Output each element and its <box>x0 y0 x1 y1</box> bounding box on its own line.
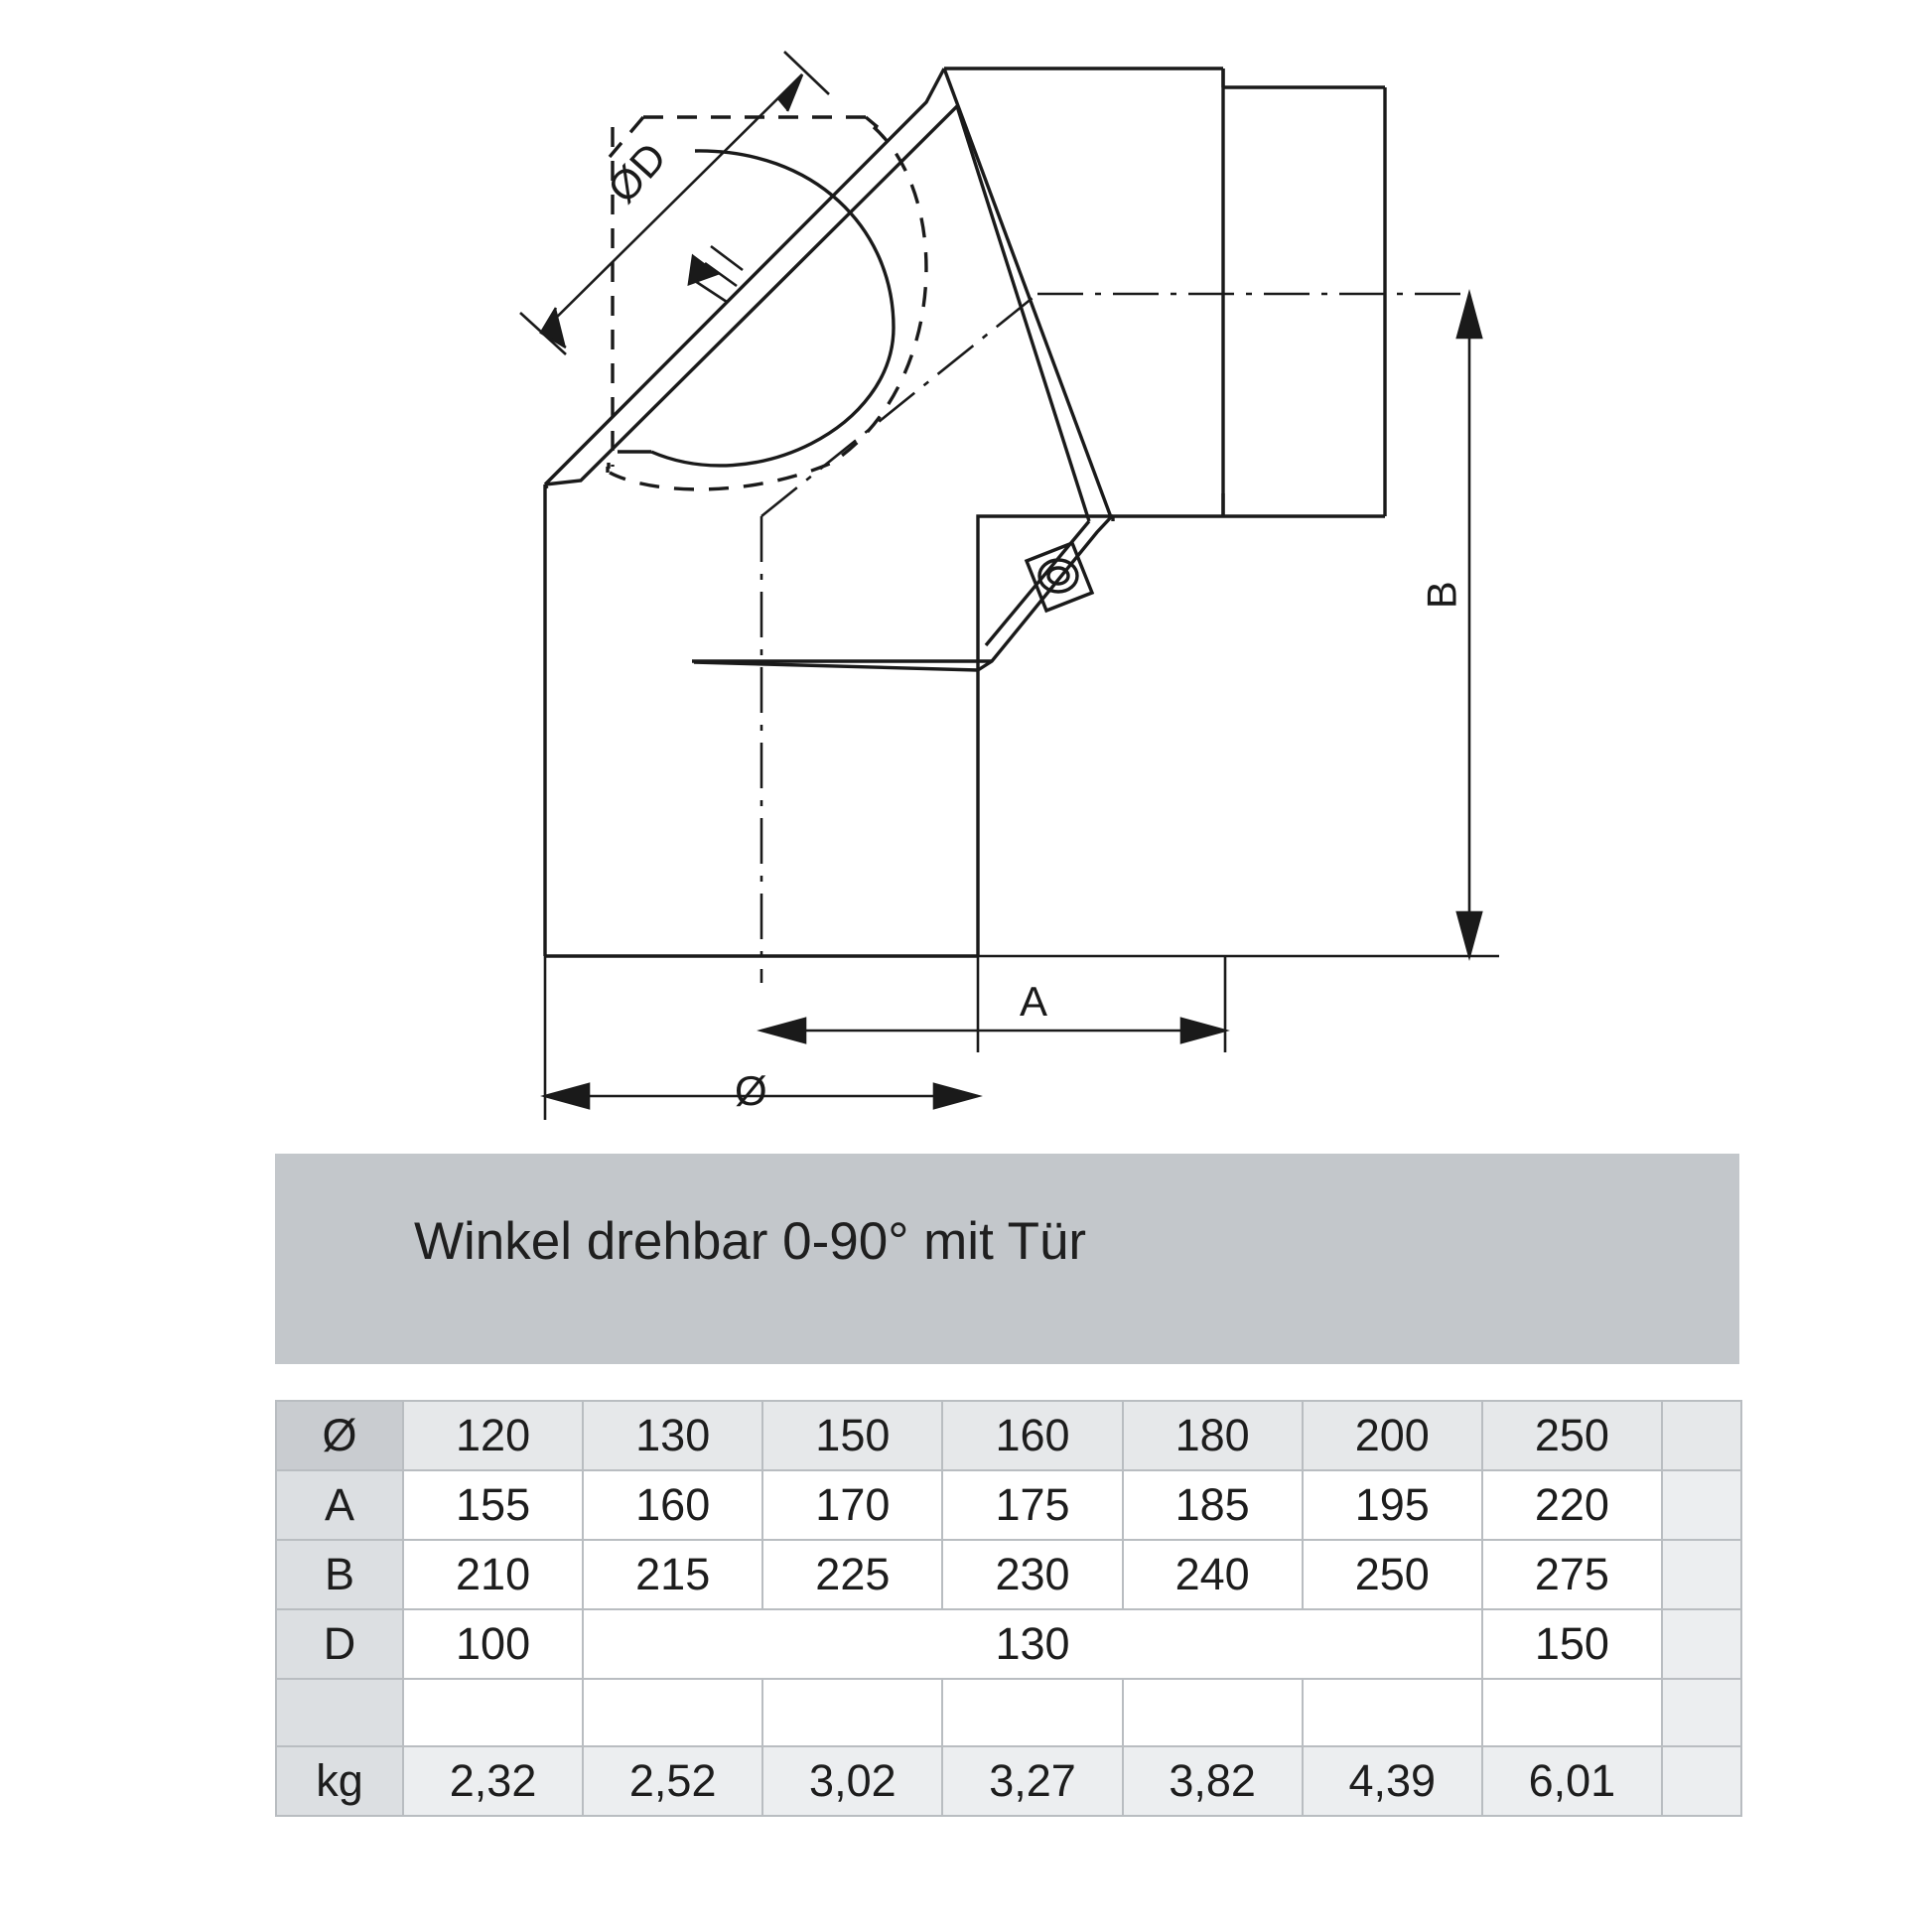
cell-blank-7 <box>1482 1679 1662 1746</box>
dim-o-arrow-left <box>545 1084 589 1108</box>
cell-weight-3: 3,02 <box>762 1746 942 1816</box>
table-row-b <box>276 1540 1741 1609</box>
cell-weight-spacer <box>1662 1746 1741 1816</box>
cell-weight-4: 3,27 <box>942 1746 1122 1816</box>
noop2 <box>545 484 547 488</box>
cell-blank-6 <box>1303 1679 1482 1746</box>
centre-line-diagonal <box>761 294 1037 516</box>
cell-diameter-2: 130 <box>583 1401 762 1470</box>
elbow-upper-right <box>1113 516 1223 521</box>
table-row-blank <box>276 1679 1741 1746</box>
seam-right-a <box>1035 119 1120 514</box>
cell-a-1: 155 <box>403 1470 583 1540</box>
dim-a <box>761 956 1225 1052</box>
cell-diameter-spacer <box>1662 1401 1741 1470</box>
cell-d-3: 150 <box>1482 1609 1662 1679</box>
cell-diameter-3: 150 <box>762 1401 942 1470</box>
door-plate-inner-right <box>957 106 1089 521</box>
spec-table <box>275 1400 1742 1817</box>
table-row-weight <box>276 1746 1741 1816</box>
dim-b <box>978 294 1499 956</box>
cell-a-6: 195 <box>1303 1470 1482 1540</box>
cell-weight-6: 4,39 <box>1303 1746 1482 1816</box>
cell-b-1: 210 <box>403 1540 583 1609</box>
cell-weight-7: 6,01 <box>1482 1746 1662 1816</box>
product-title-band <box>275 1154 1739 1364</box>
dim-label-diameter: Ø <box>735 1067 768 1114</box>
cell-blank-3 <box>762 1679 942 1746</box>
dim-od-arrow-end <box>777 74 802 111</box>
dim-a-arrow-right <box>1181 1019 1225 1042</box>
cell-d-spacer <box>1662 1609 1741 1679</box>
row-header-weight: kg <box>276 1746 403 1816</box>
table-row-diameter <box>276 1401 1741 1470</box>
cell-b-spacer <box>1662 1540 1741 1609</box>
row-header-d: D <box>276 1609 403 1679</box>
cell-blank-spacer <box>1662 1679 1741 1746</box>
cell-b-3: 225 <box>762 1540 942 1609</box>
cell-a-7: 220 <box>1482 1470 1662 1540</box>
cell-weight-1: 2,32 <box>403 1746 583 1816</box>
door-opening-dash-2 <box>866 113 870 117</box>
cell-b-2: 215 <box>583 1540 762 1609</box>
row-header-a: A <box>276 1470 403 1540</box>
dim-od-line <box>541 74 802 333</box>
table-row-d <box>276 1609 1741 1679</box>
table-row-a <box>276 1470 1741 1540</box>
cell-b-4: 230 <box>942 1540 1122 1609</box>
joint-band-line-2 <box>552 478 993 660</box>
cell-d-1: 100 <box>403 1609 583 1679</box>
dim-label-b: B <box>1418 580 1465 610</box>
dim-b-arrow-bottom <box>1457 912 1481 956</box>
cell-weight-2: 2,52 <box>583 1746 762 1816</box>
cell-b-6: 250 <box>1303 1540 1482 1609</box>
rot-arrow-head2 <box>689 256 717 284</box>
cell-a-4: 175 <box>942 1470 1122 1540</box>
cell-a-3: 170 <box>762 1470 942 1540</box>
dim-label-diameter-d: ØD <box>598 133 676 212</box>
cell-blank-5 <box>1123 1679 1303 1746</box>
dim-od <box>520 52 829 354</box>
door-plate-right-edge <box>944 69 1111 517</box>
dim-a-arrow-left <box>761 1019 805 1042</box>
cell-diameter-4: 160 <box>942 1401 1122 1470</box>
cell-b-7: 275 <box>1482 1540 1662 1609</box>
row-header-b: B <box>276 1540 403 1609</box>
row-header-diameter: Ø <box>276 1401 403 1470</box>
cell-diameter-6: 200 <box>1303 1401 1482 1470</box>
door-opening-dash-1 <box>866 117 878 127</box>
cell-blank-1 <box>403 1679 583 1746</box>
spec-table-wrapper <box>275 1400 1742 1817</box>
cell-diameter-7: 250 <box>1482 1401 1662 1470</box>
cell-a-2: 160 <box>583 1470 762 1540</box>
noop4 <box>581 481 692 661</box>
cell-a-5: 185 <box>1123 1470 1303 1540</box>
cell-blank-4 <box>942 1679 1122 1746</box>
cell-d-2: 130 <box>583 1609 1482 1679</box>
dim-b-arrow-top <box>1457 294 1481 338</box>
cell-diameter-1: 120 <box>403 1401 583 1470</box>
cell-blank-2 <box>583 1679 762 1746</box>
cell-b-5: 240 <box>1123 1540 1303 1609</box>
joint-seam-lower-right <box>694 662 978 670</box>
product-title: Winkel drehbar 0-90° mit Tür <box>414 1212 1087 1271</box>
rot-line-3 <box>695 281 727 302</box>
cell-a-spacer <box>1662 1470 1741 1540</box>
dim-o-arrow-right <box>934 1084 978 1108</box>
cell-weight-5: 3,82 <box>1123 1746 1303 1816</box>
cell-diameter-5: 180 <box>1123 1401 1303 1470</box>
dim-label-a: A <box>1020 978 1048 1025</box>
row-header-blank <box>276 1679 403 1746</box>
